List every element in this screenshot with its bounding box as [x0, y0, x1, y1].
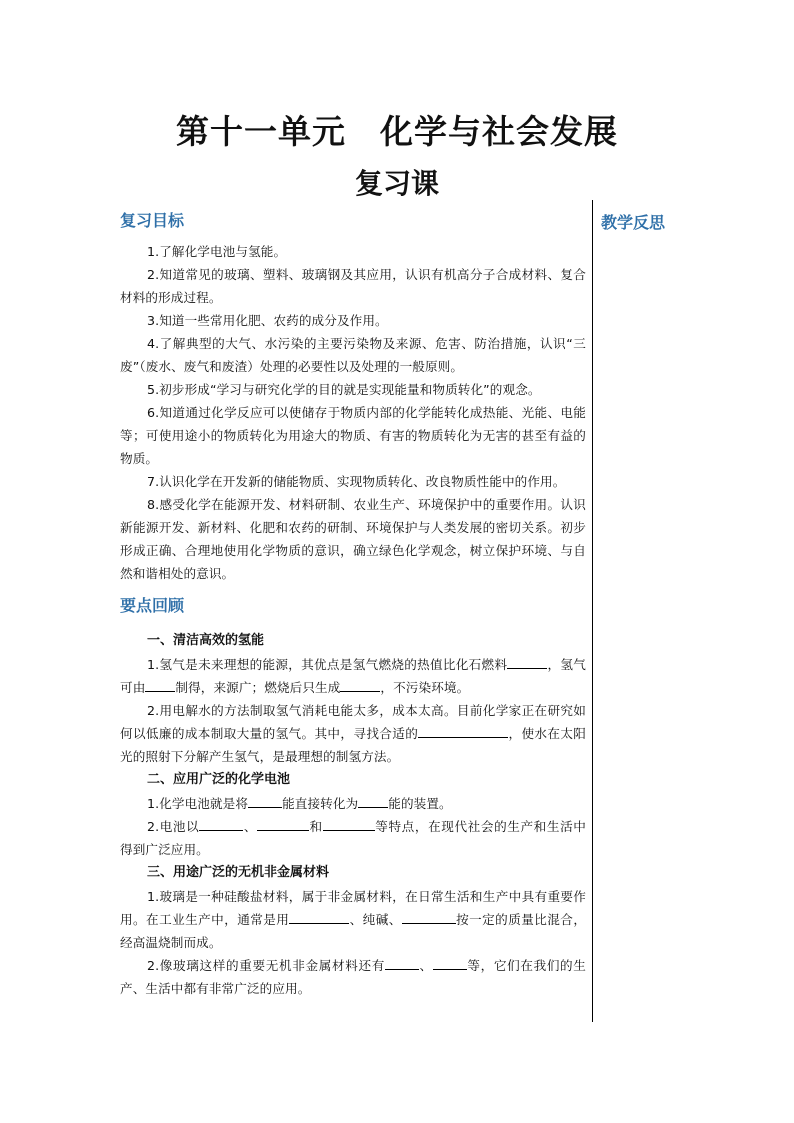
subsection-title: 二、应用广泛的化学电池: [147, 772, 291, 787]
fill-blank[interactable]: [257, 816, 309, 831]
section-heading-objectives: 复习目标: [120, 211, 185, 230]
objective-item: 4.了解典型的大气、水污染的主要污染物及来源、危害、防治措施，认识“三废”（废水、废气和废渣）处理的必要性以及处理的一般原则。: [120, 336, 586, 374]
review-paragraph: 1.化学电池就是将 能直接转化为 能的装置。: [120, 792, 586, 815]
subsection-title: 三、用途广泛的无机非金属材料: [147, 865, 330, 880]
review-paragraph: 1.氢气是未来理想的能源，其优点是氢气燃烧的热值比化石燃料 ，氢气可由 制得，来源广；燃烧后只生成 ，不污染环境。: [120, 653, 586, 699]
objective-item: 1.了解化学电池与氢能。: [147, 244, 287, 259]
fill-blank[interactable]: [385, 955, 419, 970]
review-paragraph: 2.电池以 、 和 等特点，在现代社会的生产和生活中得到广泛应用。: [120, 815, 586, 861]
review-paragraph: 2.像玻璃这样的重要无机非金属材料还有 、 等，它们在我们的生产、生活中都有非常广泛的应用。: [120, 954, 586, 1000]
page-title: 第十一单元 化学与社会发展: [176, 112, 618, 151]
objective-item: 3.知道一些常用化肥、农药的成分及作用。: [147, 313, 388, 328]
fill-blank[interactable]: [358, 793, 388, 808]
fill-blank[interactable]: [323, 816, 375, 831]
objective-item: 7.认识化学在开发新的储能物质、实现物质转化、改良物质性能中的作用。: [147, 474, 566, 489]
side-heading-reflection: 教学反思: [601, 213, 666, 232]
fill-blank[interactable]: [418, 723, 508, 738]
fill-blank[interactable]: [199, 816, 243, 831]
objective-item: 2.知道常见的玻璃、塑料、玻璃钢及其应用，认识有机高分子合成材料、复合材料的形成过程。: [120, 267, 586, 305]
fill-blank[interactable]: [340, 677, 380, 692]
fill-blank[interactable]: [289, 909, 349, 924]
fill-blank[interactable]: [402, 909, 456, 924]
objective-item: 6.知道通过化学反应可以使储存于物质内部的化学能转化成热能、光能、电能等；可使用途小的物质转化为用途大的物质、有害的物质转化为无害的甚至有益的物质。: [120, 405, 586, 466]
objective-item: 5.初步形成“学习与研究化学的目的就是实现能量和物质转化”的观念。: [147, 382, 541, 397]
subsection-title: 一、清洁高效的氢能: [147, 633, 265, 648]
section-heading-review: 要点回顾: [120, 596, 185, 615]
fill-blank[interactable]: [248, 793, 282, 808]
fill-blank[interactable]: [145, 677, 175, 692]
review-paragraph: 1.玻璃是一种硅酸盐材料，属于非金属材料，在日常生活和生产中具有重要作用。在工业生产中，通常是用 、纯碱、 按一定的质量比混合，经高温烧制而成。: [120, 889, 587, 950]
page-subtitle: 复习课: [354, 167, 439, 200]
fill-blank[interactable]: [433, 955, 467, 970]
review-paragraph: 2.用电解水的方法制取氢气消耗电能太多，成本太高。目前化学家正在研究如何以低廉的成本制取大量的氢气。其中，寻找合适的 ，使水在太阳光的照射下分解产生氢气，是最理想的制氢方法。: [120, 703, 586, 764]
column-divider: [592, 200, 593, 1022]
objective-item: 8.感受化学在能源开发、材料研制、农业生产、环境保护中的重要作用。认识新能源开发、新材料、化肥和农药的研制、环境保护与人类发展的密切关系。初步形成正确、合理地使用化学物质的意识，确立绿色化学观念，树立保护环境、与自然和谐相处的意识。: [120, 497, 586, 581]
main-content: [120, 210, 586, 1000]
fill-blank[interactable]: [507, 654, 547, 669]
